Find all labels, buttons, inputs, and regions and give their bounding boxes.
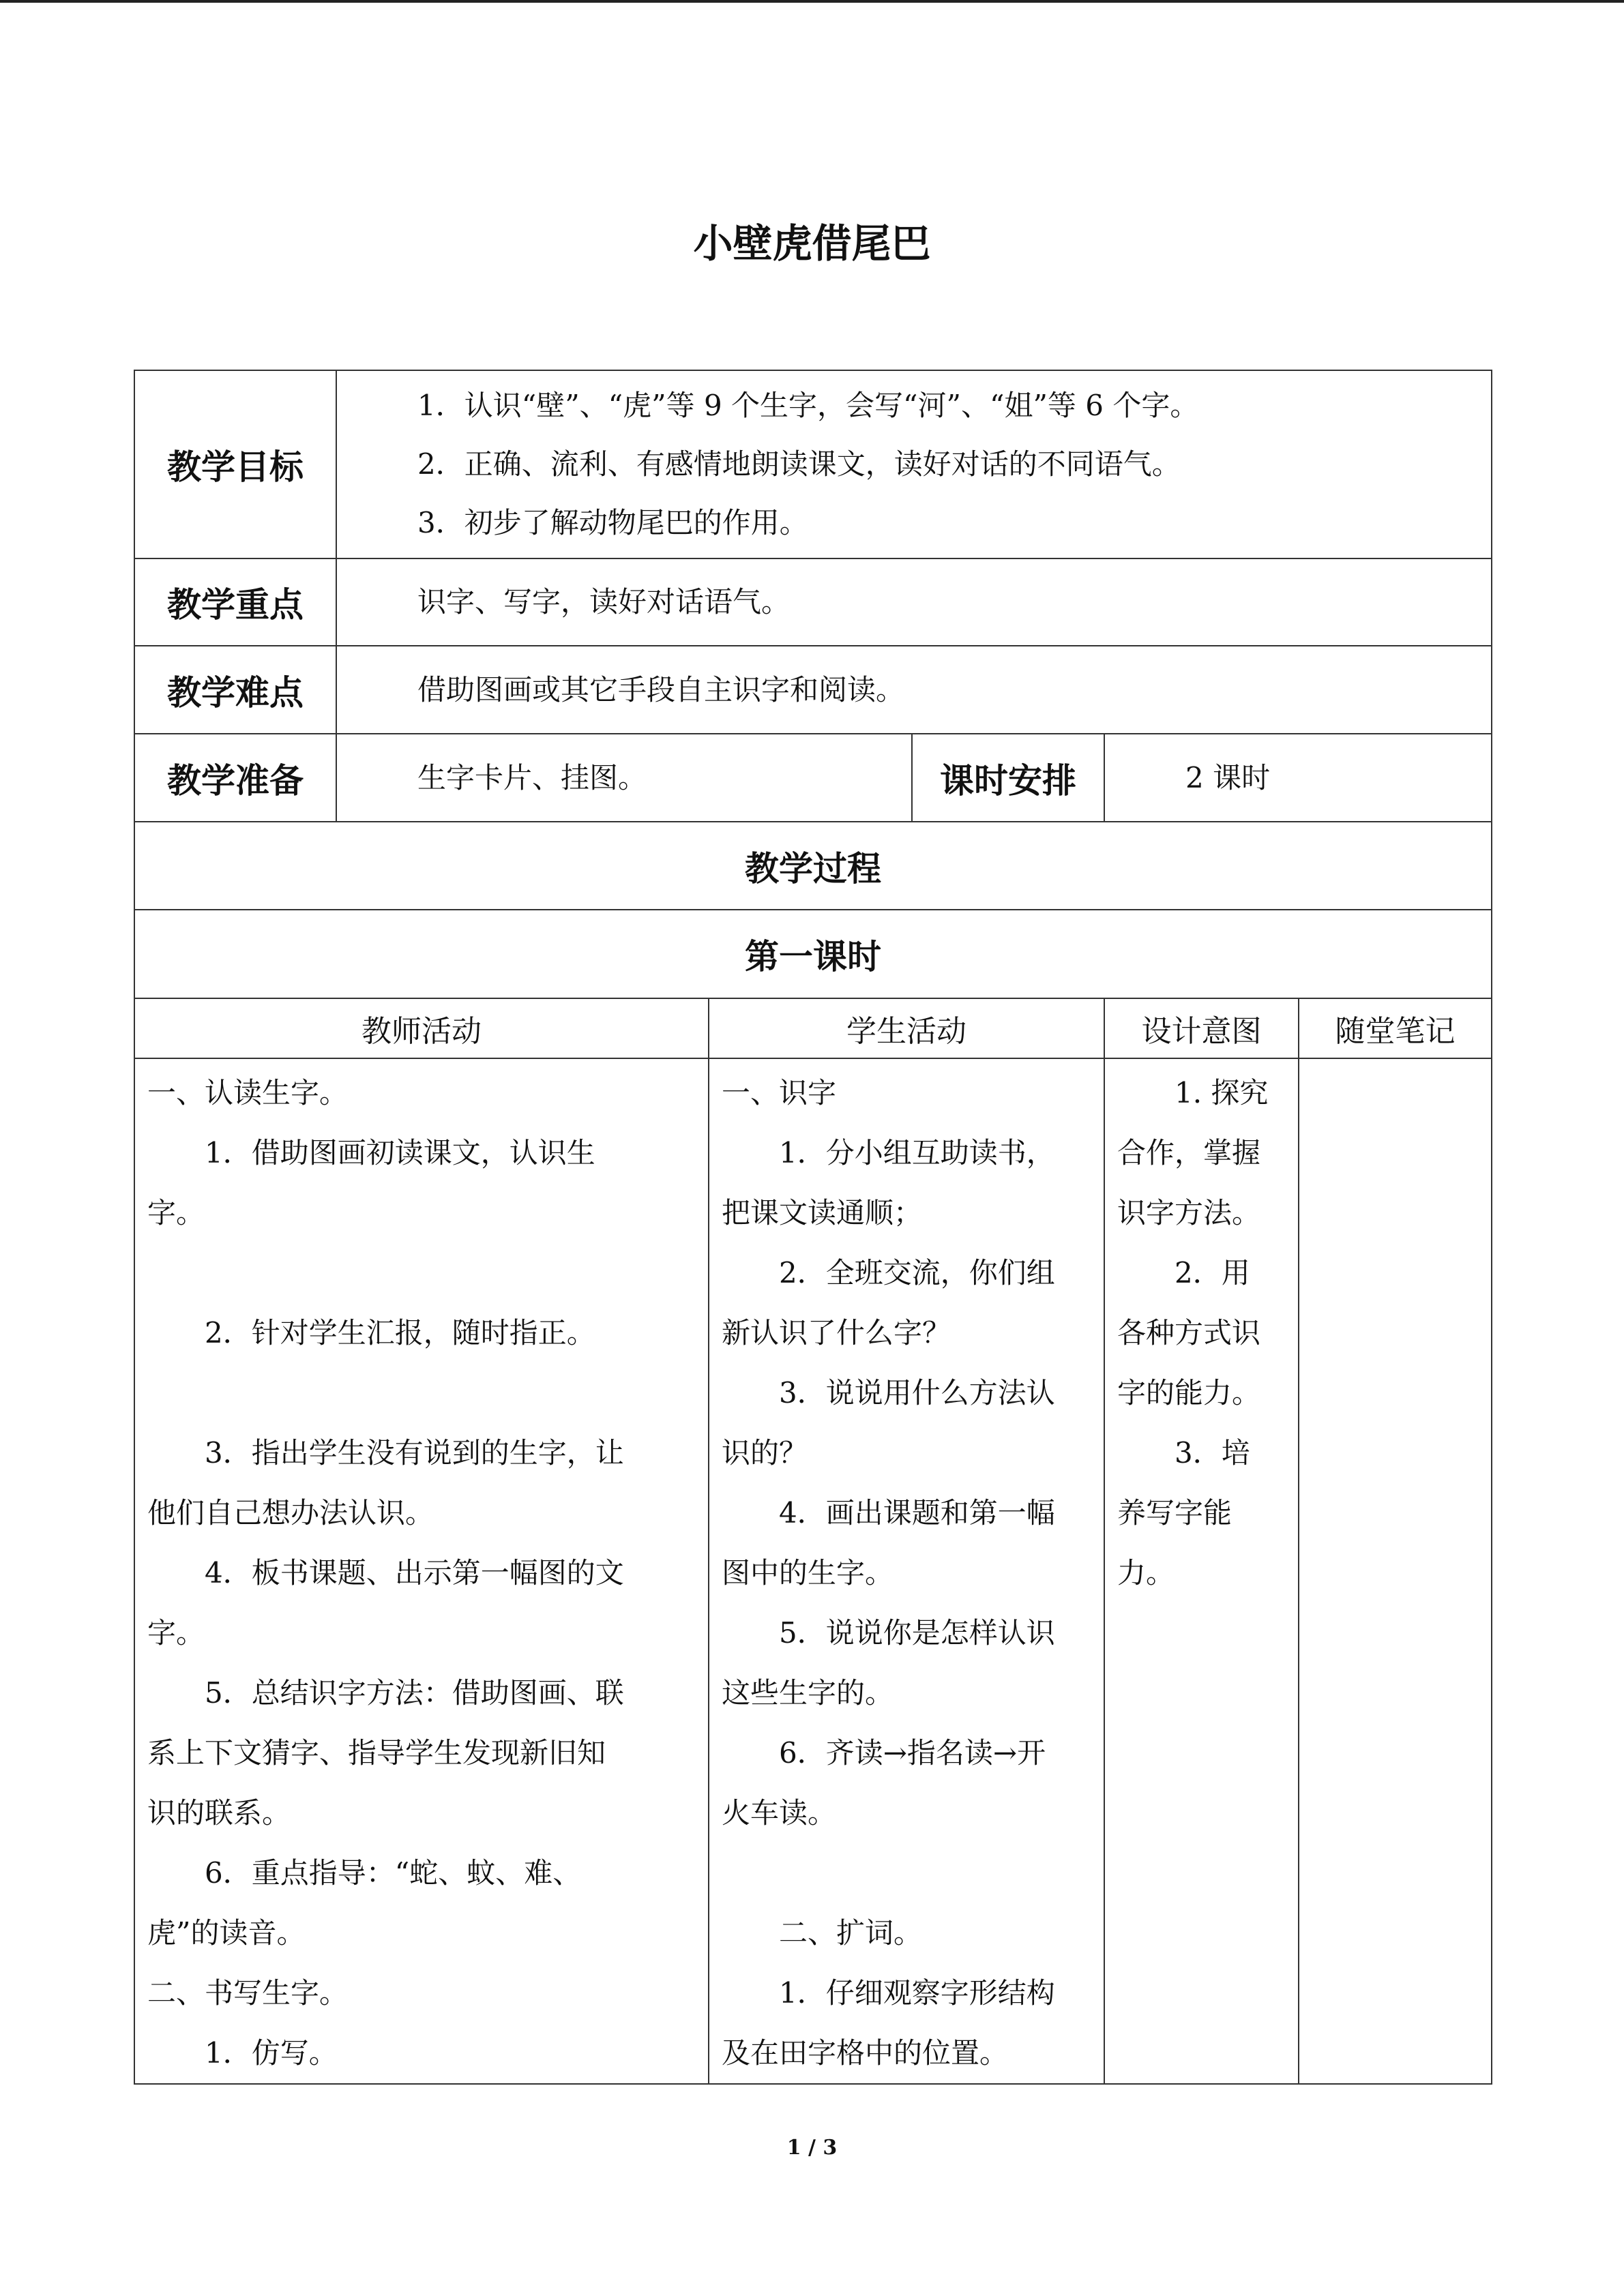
teacher-activity-line bbox=[147, 1363, 697, 1423]
student-activity-line: 3．说说用什么方法认 bbox=[779, 1376, 1055, 1410]
teacher-activity-line: 识的联系。 bbox=[147, 1796, 291, 1830]
student-activity-line: 2．全班交流，你们组 bbox=[779, 1256, 1055, 1289]
student-activity-line: 二、扩词。 bbox=[779, 1916, 923, 1950]
lesson-row bbox=[134, 910, 1492, 998]
page-number: 1 / 3 bbox=[786, 2136, 838, 2160]
teacher-activity-line: 系上下文猜字、指导学生发现新旧知 bbox=[147, 1736, 606, 1770]
column-header-row bbox=[134, 998, 1492, 1058]
activity-row bbox=[134, 1058, 1492, 2084]
student-activity-line: 图中的生字。 bbox=[722, 1556, 894, 1590]
design-intent-line: 3．培 bbox=[1175, 1436, 1250, 1470]
student-activity-cell bbox=[709, 1058, 1104, 2084]
teacher-activity-line bbox=[147, 1243, 697, 1303]
process-heading: 教学过程 bbox=[134, 822, 1492, 910]
key-row bbox=[134, 558, 1492, 646]
column-header-intent: 设计意图 bbox=[1104, 998, 1299, 1058]
teacher-activity-line: 虎”的读音。 bbox=[147, 1916, 306, 1950]
key-label: 教学重点 bbox=[134, 558, 336, 646]
prep-value: 生字卡片、挂图。 bbox=[336, 734, 912, 822]
design-intent-line: 力。 bbox=[1117, 1556, 1175, 1590]
design-intent-line: 识字方法。 bbox=[1117, 1196, 1261, 1229]
goals-label: 教学目标 bbox=[134, 370, 336, 558]
design-intent-line: 2．用 bbox=[1175, 1256, 1250, 1289]
student-activity-line: 5．说说你是怎样认识 bbox=[779, 1616, 1055, 1650]
teacher-activity-line: 2．针对学生汇报，随时指正。 bbox=[205, 1316, 595, 1350]
difficulty-label: 教学难点 bbox=[134, 646, 336, 734]
column-header-notes: 随堂笔记 bbox=[1299, 998, 1492, 1058]
class-notes-cell bbox=[1299, 1058, 1492, 2084]
design-intent-line: 合作，掌握 bbox=[1117, 1136, 1261, 1169]
schedule-label: 课时安排 bbox=[912, 734, 1104, 822]
prep-row bbox=[134, 734, 1492, 822]
student-activity-line: 新认识了什么字？ bbox=[722, 1316, 951, 1350]
teacher-activity-cell bbox=[134, 1058, 709, 2084]
design-intent-cell bbox=[1104, 1058, 1299, 2084]
teacher-activity-line: 二、书写生字。 bbox=[147, 1976, 349, 2010]
student-activity-line: 1．仔细观察字形结构 bbox=[779, 1976, 1055, 2010]
goals-cell bbox=[336, 370, 1492, 558]
student-activity-line: 及在田字格中的位置。 bbox=[722, 2036, 1009, 2070]
design-intent-line: 养写字能 bbox=[1117, 1496, 1232, 1530]
teacher-activity-line: 一、认读生字。 bbox=[147, 1076, 349, 1109]
teacher-activity-line: 1．仿写。 bbox=[205, 2036, 338, 2070]
teacher-activity-line: 1．借助图画初读课文，认识生 bbox=[205, 1136, 595, 1169]
student-activity-line: 识的？ bbox=[722, 1436, 808, 1470]
goal-item: 3．初步了解动物尾巴的作用。 bbox=[417, 506, 808, 539]
teacher-activity-line: 他们自己想办法认识。 bbox=[147, 1496, 434, 1530]
student-activity-line: 火车读。 bbox=[722, 1796, 837, 1830]
prep-label: 教学准备 bbox=[134, 734, 336, 822]
design-intent-line: 1. 探究 bbox=[1175, 1076, 1269, 1109]
lesson-plan-table bbox=[134, 370, 1492, 2085]
difficulty-row bbox=[134, 646, 1492, 734]
student-activity-line: 一、识字 bbox=[722, 1076, 837, 1109]
goal-item: 2．正确、流利、有感情地朗读课文，读好对话的不同语气。 bbox=[417, 447, 1181, 481]
student-activity-line: 6．齐读→指名读→开 bbox=[779, 1736, 1046, 1770]
design-intent-line: 各种方式识 bbox=[1117, 1316, 1261, 1350]
teacher-activity-line: 6．重点指导：“蛇、蚊、难、 bbox=[205, 1856, 582, 1890]
teacher-activity-line: 字。 bbox=[147, 1616, 205, 1650]
student-activity-line: 把课文读通顺； bbox=[722, 1196, 923, 1229]
design-intent-line: 字的能力。 bbox=[1117, 1376, 1261, 1410]
goals-row bbox=[134, 370, 1492, 558]
page-title: 小壁虎借尾巴 bbox=[693, 220, 931, 267]
teacher-activity-line: 5．总结识字方法：借助图画、联 bbox=[205, 1676, 624, 1710]
teacher-activity-line: 字。 bbox=[147, 1196, 205, 1229]
teacher-activity-line: 3．指出学生没有说到的生字，让 bbox=[205, 1436, 624, 1470]
column-header-student: 学生活动 bbox=[709, 998, 1104, 1058]
schedule-value: 2 课时 bbox=[1104, 734, 1492, 822]
student-activity-line: 1．分小组互助读书， bbox=[779, 1136, 1055, 1169]
lesson-heading: 第一课时 bbox=[134, 910, 1492, 998]
column-header-teacher: 教师活动 bbox=[134, 998, 709, 1058]
key-value: 识字、写字，读好对话语气。 bbox=[336, 558, 1492, 646]
process-row bbox=[134, 822, 1492, 910]
student-activity-line: 4．画出课题和第一幅 bbox=[779, 1496, 1055, 1530]
teacher-activity-line: 4．板书课题、出示第一幅图的文 bbox=[205, 1556, 624, 1590]
top-rule bbox=[0, 0, 1624, 3]
difficulty-value: 借助图画或其它手段自主识字和阅读。 bbox=[336, 646, 1492, 734]
goal-item: 1．认识“壁”、“虎”等 9 个生字，会写“河”、“姐”等 6 个字。 bbox=[417, 389, 1199, 422]
student-activity-line: 这些生字的。 bbox=[722, 1676, 894, 1710]
student-activity-line bbox=[722, 1843, 1093, 1903]
